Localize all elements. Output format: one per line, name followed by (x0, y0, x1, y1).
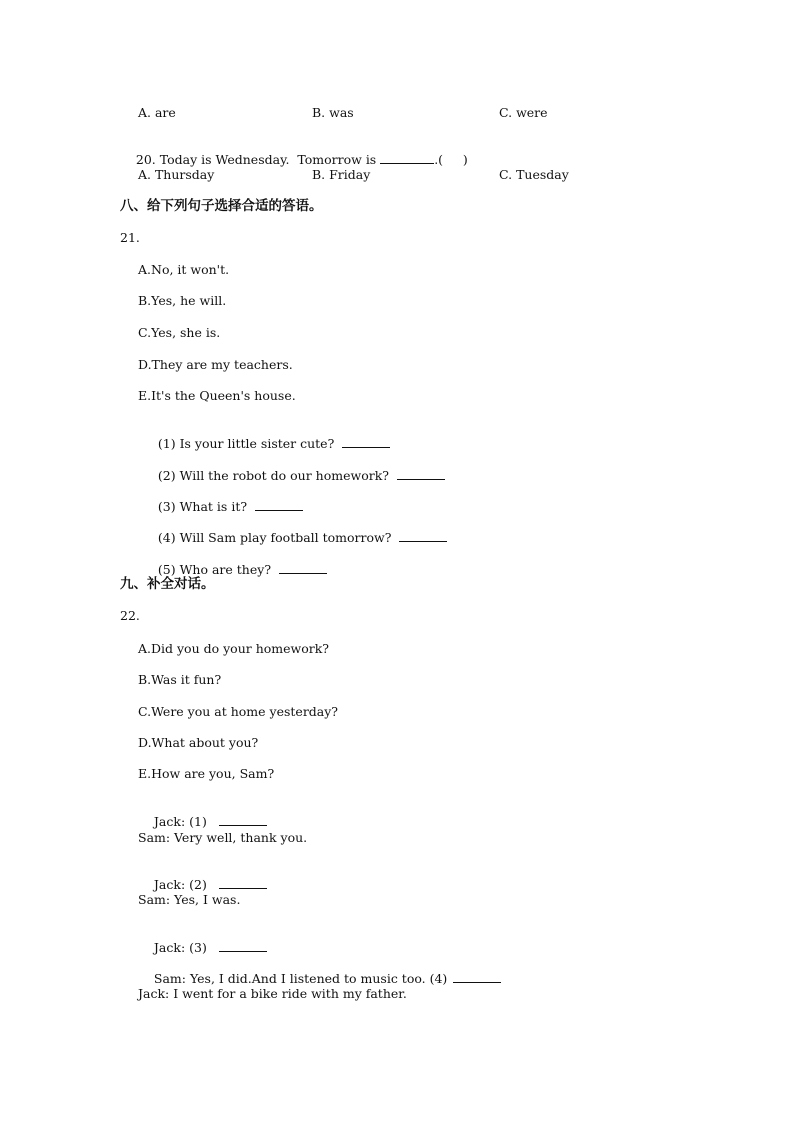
q20-option-a: A. Thursday (138, 167, 215, 182)
q21-choice-e: E.It's the Queen's house. (138, 388, 296, 403)
dialogue-line-7: Jack: I went for a bike ride with my father. (138, 986, 407, 1001)
q19-options (138, 105, 598, 121)
dialogue-line-1-text: Jack: (1) (153, 814, 211, 829)
q21-answer-blank-5[interactable] (279, 562, 327, 574)
q20-stem-text: 20. Today is Wednesday. Tomorrow is (135, 152, 381, 167)
q22-choice-a: A.Did you do your homework? (138, 641, 329, 656)
q21-answer-blank-1[interactable] (342, 436, 390, 448)
q19-option-c: C. were (499, 105, 548, 120)
section8-heading: 八、给下列句子选择合适的答语。 (120, 198, 323, 214)
q20-answer-blank[interactable] (380, 152, 434, 164)
q22-number: 22. (120, 608, 140, 623)
q21-choice-b: B.Yes, he will. (138, 293, 227, 308)
dialogue-blank-1[interactable] (219, 814, 267, 826)
q21-number: 21. (120, 230, 140, 245)
q22-choice-e: E.How are you, Sam? (138, 766, 275, 781)
q20-option-b: B. Friday (312, 167, 371, 182)
dialogue-line-5-text: Jack: (3) (153, 940, 211, 955)
q22-choice-b: B.Was it fun? (138, 672, 222, 687)
q20-option-c: C. Tuesday (499, 167, 569, 182)
q21-choice-d: D.They are my teachers. (138, 357, 293, 372)
dialogue-blank-3[interactable] (219, 940, 267, 952)
dialogue-line-2: Sam: Very well, thank you. (138, 830, 308, 845)
q21-question-2-text: (2) Will the robot do our homework? (157, 468, 389, 483)
q21-choice-a: A.No, it won't. (138, 262, 230, 277)
q21-question-4-text: (4) Will Sam play football tomorrow? (157, 530, 392, 545)
dialogue-line-3-text: Jack: (2) (153, 877, 211, 892)
q21-answer-blank-4[interactable] (399, 530, 447, 542)
dialogue-line-6-text: Sam: Yes, I did.And I listened to music too. (4) (153, 971, 452, 986)
q21-answer-blank-3[interactable] (255, 499, 303, 511)
q19-option-a: A. are (138, 105, 176, 120)
q19-option-b: B. was (312, 105, 354, 120)
q22-choice-c: C.Were you at home yesterday? (138, 704, 339, 719)
q22-choice-d: D.What about you? (138, 735, 259, 750)
q20-stem-paren: .( ) (434, 152, 468, 167)
q21-question-5-text: (5) Who are they? (157, 562, 272, 577)
dialogue-blank-2[interactable] (219, 877, 267, 889)
dialogue-blank-4[interactable] (453, 971, 501, 983)
q21-question-1-text: (1) Is your little sister cute? (157, 436, 335, 451)
q20-options (138, 167, 598, 183)
q21-choice-c: C.Yes, she is. (138, 325, 221, 340)
dialogue-line-4: Sam: Yes, I was. (138, 892, 241, 907)
section9-heading: 九、补全对话。 (120, 576, 215, 592)
q21-question-3-text: (3) What is it? (157, 499, 248, 514)
q21-answer-blank-2[interactable] (397, 468, 445, 480)
